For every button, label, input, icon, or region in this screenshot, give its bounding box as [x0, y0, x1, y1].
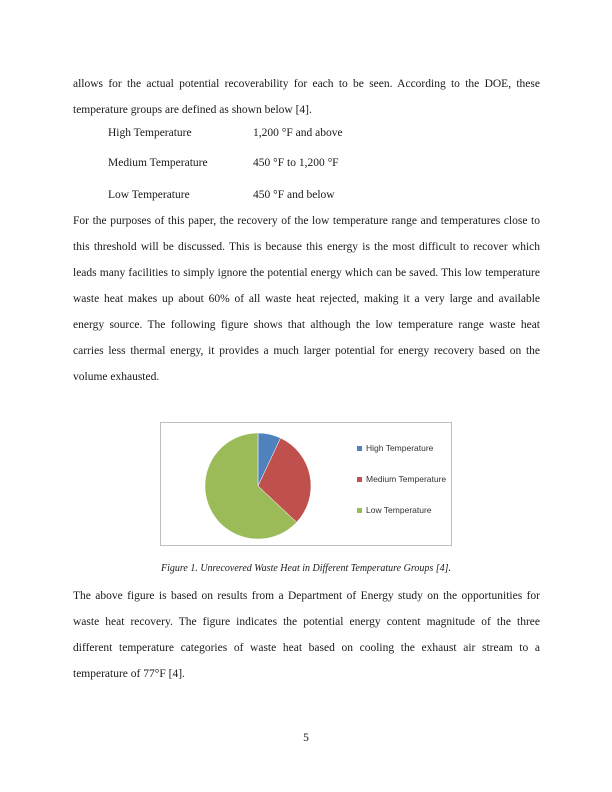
legend-swatch [357, 477, 362, 482]
temperature-group-label: Low Temperature [108, 189, 190, 201]
body-paragraph: For the purposes of this paper, the recovery of the low temperature range and temperatures close to this threshold will be discussed. This is because this energy is the most difficult to recover which leads many facilities to simply ignore the potential energy which can be saved. This low temperature waste heat makes up about 60% of all waste heat rejected, making it a very large and available energy source. The following figure shows that although the low temperature range waste heat carries less thermal energy, it provides a much larger potential for energy recovery based on the volume exhausted. [73, 215, 540, 383]
temperature-group-range: 1,200 °F and above [253, 127, 343, 139]
legend-label: Low Temperature [366, 505, 432, 515]
after-figure-paragraph: The above figure is based on results from a Department of Energy study on the opportunities for waste heat recovery. The figure indicates the potential energy content magnitude of the three different temperature categories of waste heat based on cooling the exhaust air stream to a temperature of 77°F [4]. [73, 590, 540, 680]
legend-swatch [357, 508, 362, 513]
figure-caption: Figure 1. Unrecovered Waste Heat in Different Temperature Groups [4]. [160, 563, 452, 574]
legend-swatch [357, 446, 362, 451]
temperature-group-label: Medium Temperature [108, 157, 208, 169]
legend-label: Medium Temperature [366, 474, 447, 484]
pie-chart-figure [160, 422, 452, 546]
legend-label: High Temperature [366, 443, 434, 453]
temperature-group-label: High Temperature [108, 127, 192, 139]
temperature-group-range: 450 °F and below [253, 189, 335, 201]
temperature-group-range: 450 °F to 1,200 °F [253, 157, 339, 169]
page-number: 5 [303, 732, 309, 744]
intro-paragraph: allows for the actual potential recoverability for each to be seen. According to the DOE, these temperature groups are defined as shown below [4]. [73, 78, 540, 116]
